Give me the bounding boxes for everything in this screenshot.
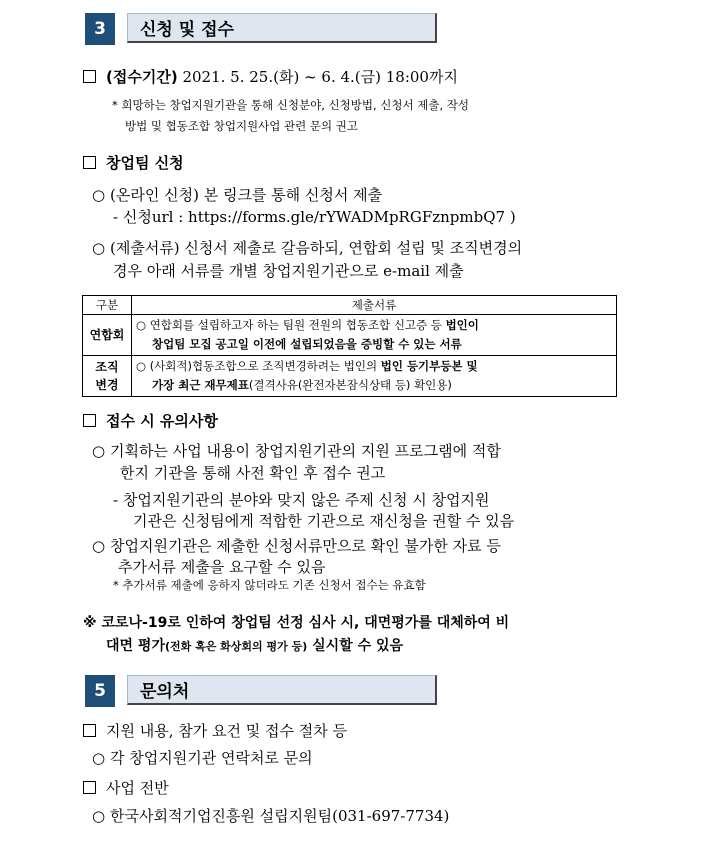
row1-line2: 창업팀 모집 공고일 이전에 설립되었음을 증빙할 수 있는 서류 xyxy=(152,337,462,351)
circle-bullet-icon: ○ xyxy=(136,359,147,373)
caution-item1-line1: 기획하는 사업 내용이 창업지원기관의 지원 프로그램에 적합 xyxy=(110,442,501,460)
circle-bullet-icon: ○ xyxy=(92,186,106,204)
table-row xyxy=(83,315,617,356)
circle-bullet-icon: ○ xyxy=(92,442,106,460)
team-apply-item1 xyxy=(92,184,382,205)
caution-heading-row xyxy=(83,410,218,431)
table-cell-documents xyxy=(132,315,617,356)
square-bullet-icon xyxy=(83,70,96,83)
square-bullet-icon xyxy=(83,724,96,737)
period-note-line1: * 희망하는 창업지원기관을 통해 신청분야, 신청방법, 신청서 제출, 작성 xyxy=(112,98,470,112)
row2-line1-bold: 법인 등기부등본 및 xyxy=(380,359,478,373)
table-cell-documents xyxy=(132,356,617,397)
square-bullet-icon xyxy=(83,414,96,427)
circle-bullet-icon: ○ xyxy=(136,318,147,332)
contact-heading1-row xyxy=(83,720,347,741)
caution-item2-line1: 창업지원기관은 제출한 신청서류만으로 확인 불가한 자료 등 xyxy=(110,537,501,555)
row2-category-line1: 조직 xyxy=(95,360,119,374)
caution-heading: 접수 시 유의사항 xyxy=(106,412,218,430)
section-5-title: 문의처 xyxy=(127,675,437,705)
covid-note-line2b: (전화 혹은 화상회의 평가 등) xyxy=(164,640,308,653)
table-header-row xyxy=(83,296,617,315)
team-apply-item1-line1: (온라인 신청) 본 링크를 통해 신청서 제출 xyxy=(110,186,383,204)
table-cell-category xyxy=(83,356,132,397)
section-3-title: 신청 및 접수 xyxy=(127,13,437,43)
covid-note-line2a: 대면 평가 xyxy=(106,638,165,654)
contact-heading1: 지원 내용, 참가 요건 및 접수 절차 등 xyxy=(106,722,348,740)
circle-bullet-icon: ○ xyxy=(92,749,106,767)
table-cell-category: 연합회 xyxy=(83,315,132,356)
table-header-category: 구분 xyxy=(83,296,132,315)
covid-note-line1: ※ 코로나-19로 인하여 창업팀 선정 심사 시, 대면평가를 대체하여 비 xyxy=(83,615,510,631)
square-bullet-icon xyxy=(83,156,96,169)
caution-sub1-line2: 기관은 신청팀에게 적합한 기관으로 재신청을 권할 수 있음 xyxy=(133,512,515,530)
caution-note: * 추가서류 제출에 응하지 않더라도 기존 신청서 접수는 유효함 xyxy=(113,578,426,592)
period-note-line2: 방법 및 협동조합 창업지원사업 관련 문의 권고 xyxy=(125,119,359,133)
covid-note-line2c: 실시할 수 있음 xyxy=(307,638,404,654)
section-3-number: 3 xyxy=(85,13,115,45)
caution-item2-line2: 추가서류 제출을 요구할 수 있음 xyxy=(118,558,326,576)
caution-sub1-line1: - 창업지원기관의 분야와 맞지 않은 주제 신청 시 창업지원 xyxy=(113,491,490,509)
contact-item2 xyxy=(92,805,449,826)
team-apply-heading-row xyxy=(83,152,184,173)
team-apply-heading: 창업팀 신청 xyxy=(106,154,184,172)
team-apply-item2-line2: 경우 아래 서류를 개별 창업지원기관으로 e-mail 제출 xyxy=(113,262,464,280)
contact-item1 xyxy=(92,747,313,768)
contact-item1-text: 각 창업지원기관 연락처로 문의 xyxy=(110,749,313,767)
square-bullet-icon xyxy=(83,781,96,794)
period-label: (접수기간) xyxy=(106,68,178,86)
section-5-number: 5 xyxy=(85,675,115,707)
team-apply-item2 xyxy=(92,237,522,258)
circle-bullet-icon: ○ xyxy=(92,537,106,555)
row1-line1: 연합회를 설립하고자 하는 팀원 전원의 협동조합 신고증 등 xyxy=(149,318,446,332)
caution-item1-line2: 한지 기관을 통해 사전 확인 후 접수 권고 xyxy=(120,464,386,482)
caution-item2 xyxy=(92,535,501,556)
circle-bullet-icon: ○ xyxy=(92,239,106,257)
row2-line2-bold: 가장 최근 재무제표 xyxy=(152,378,249,392)
team-apply-item2-line1: (제출서류) 신청서 제출로 갈음하되, 연합회 설립 및 조직변경의 xyxy=(110,239,523,257)
period-value: 2021. 5. 25.(화) ~ 6. 4.(금) 18:00까지 xyxy=(182,68,458,86)
caution-item1 xyxy=(92,440,501,461)
contact-heading2-row xyxy=(83,777,169,798)
row2-line1: (사회적)협동조합으로 조직변경하려는 법인의 xyxy=(149,359,381,373)
table-header-documents: 제출서류 xyxy=(132,296,617,315)
team-apply-url: - 신청url : https://forms.gle/rYWADMpRGFznpmbQ7 ) xyxy=(113,208,516,226)
row1-line1-bold: 법인이 xyxy=(445,318,479,332)
contact-heading2: 사업 전반 xyxy=(106,779,169,797)
contact-item2-text: 한국사회적기업진흥원 설립지원팀(031-697-7734) xyxy=(110,807,450,825)
covid-note-line2 xyxy=(106,635,403,655)
period-row xyxy=(83,66,458,87)
row2-category-line2: 변경 xyxy=(95,378,119,392)
documents-table xyxy=(82,295,617,397)
table-row xyxy=(83,356,617,397)
circle-bullet-icon: ○ xyxy=(92,807,106,825)
row2-line2: (결격사유(완전자본잠식상태 등) 확인용) xyxy=(248,378,452,392)
